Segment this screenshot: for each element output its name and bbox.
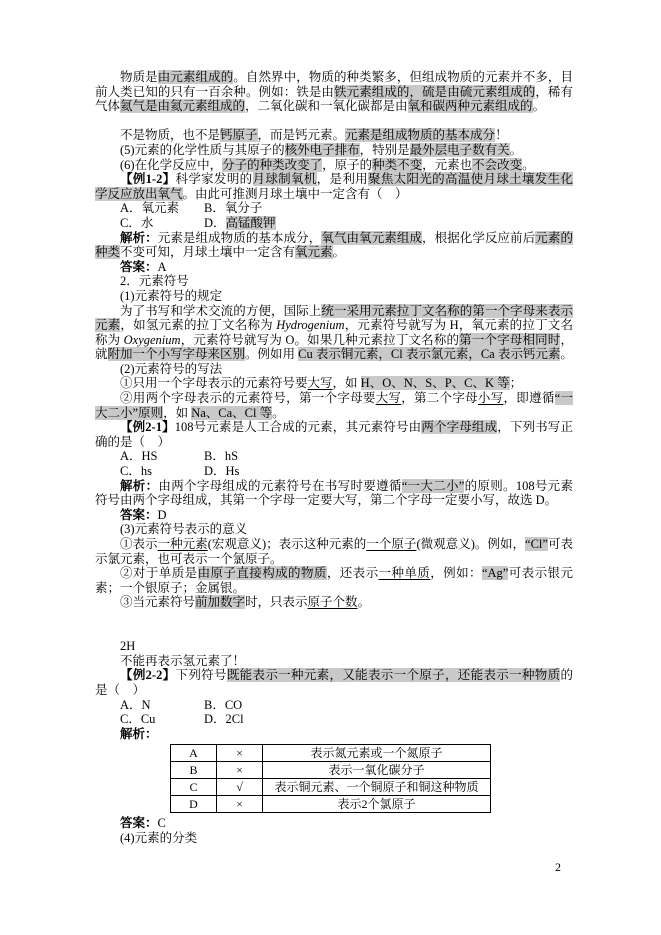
paragraph xyxy=(95,816,573,831)
text-run: 大写 xyxy=(375,391,402,406)
text-run: 解析： xyxy=(120,478,159,493)
paragraph xyxy=(95,143,573,158)
text-run: 原子个数 xyxy=(307,595,358,610)
text-run: 为了书写和学术交流的方便，国际上 xyxy=(120,303,322,318)
text-run: 科学家发明的 xyxy=(175,172,253,187)
text-run: 的原则。108号元素符号由两个字母组成，其第一个字母一定要大写，第二个字母一定要小写，故选 D。 xyxy=(95,478,573,508)
text-run: C．hs xyxy=(120,464,152,479)
text-run: 高锰酸钾 xyxy=(225,215,276,230)
option-item xyxy=(120,449,204,464)
judgement-cell: × xyxy=(217,796,263,813)
text-run: ，如 xyxy=(163,405,192,420)
text-run: 2．元素符号 xyxy=(120,274,189,289)
options-row xyxy=(95,464,573,479)
text-run: 。由此可推测月球土壤中一定含有（ ） xyxy=(182,186,408,201)
text-run: (6)在化学反应中， xyxy=(120,157,223,172)
text-run: 统一采用元素拉丁文名称的第一个字母来表示元素 xyxy=(95,303,573,333)
text-run: 下列符号 xyxy=(175,668,227,683)
text-run: 的是（ ） xyxy=(95,668,573,697)
text-run: 氧元素 xyxy=(295,245,333,260)
text-run: ，根据化学反应前后 xyxy=(422,230,536,245)
text-run: 。 xyxy=(509,142,523,157)
text-run: ，二氧化碳和一氧化碳都是由 xyxy=(245,99,408,114)
text-run: Cu 表示铜元素，Cl 表示氯元素，Ca 表示钙元素 xyxy=(298,347,561,362)
text-run: D．2Cl xyxy=(204,712,244,727)
text-run: D． xyxy=(204,215,226,230)
text-run: B．CO xyxy=(204,697,243,712)
text-run: 前加数字 xyxy=(195,595,246,610)
text-run: 不是物质，也不是 xyxy=(120,128,221,143)
paragraph xyxy=(95,639,573,654)
paragraph xyxy=(95,625,573,640)
option-cell: B xyxy=(171,762,217,779)
table-row xyxy=(171,796,491,813)
meaning-cell: 表示氮元素或一个氮原子 xyxy=(263,745,491,762)
text-run: ②用两个字母表示的元素符号，第一个字母要 xyxy=(120,391,376,406)
text-run: ，如 xyxy=(332,376,361,391)
text-run: 时，只表示 xyxy=(245,595,308,610)
table-row xyxy=(171,745,491,762)
text-run: A．氧元素 xyxy=(120,201,180,216)
text-run: 附加一个小写字母来区别 xyxy=(107,347,246,362)
text-run: 。例如用 xyxy=(245,347,299,362)
text-run: ③当元素符号 xyxy=(120,595,196,610)
paragraph xyxy=(95,231,573,260)
text-run: 解析： xyxy=(120,726,158,741)
text-run: Na、Ca、Cl 等 xyxy=(191,405,273,420)
table-row xyxy=(171,762,491,779)
options-row xyxy=(95,201,573,216)
text-run: ； xyxy=(509,376,523,391)
text-run: B．hS xyxy=(204,449,239,464)
text-run: ，元素符号就写为 H，氧元素的拉丁文名称为 xyxy=(95,318,573,347)
text-run: 108号元素是人工合成的元素，其元素符号由 xyxy=(174,420,422,435)
text-run: 。 xyxy=(522,157,535,172)
paragraph xyxy=(95,114,573,129)
text-run: 物质是 xyxy=(120,70,158,84)
option-item xyxy=(204,201,262,216)
option-item xyxy=(204,216,276,231)
paragraph xyxy=(95,172,573,201)
text-run: 可表示银元素；一个银原子；金属银。 xyxy=(95,566,573,595)
option-item xyxy=(120,698,204,713)
option-cell: C xyxy=(171,779,217,796)
text-run: ，元素符号就写为 O。如果几种元素拉丁文名称的 xyxy=(180,332,460,347)
paragraph xyxy=(95,831,573,846)
paragraph xyxy=(95,128,573,143)
text-run: 。自然界中，物质的种类繁多，但组成物质的元素并不多，目前人类已知的只有一百余种。例如：铁是由 xyxy=(95,70,573,99)
text-run: 氧气由氧元素组成 xyxy=(321,230,423,245)
paragraph xyxy=(95,274,573,289)
options-row xyxy=(95,712,573,727)
text-run: 铁元素组成的，硫是由硫元素组成的 xyxy=(334,84,536,99)
text-run: 小写 xyxy=(477,391,504,406)
text-run: 氦气是由氦元素组成的 xyxy=(120,99,246,114)
text-run: ，即遵循 xyxy=(503,391,555,406)
paragraph xyxy=(95,479,573,508)
text-run: ，原子的 xyxy=(322,157,373,172)
paragraph xyxy=(95,668,573,697)
option-cell: A xyxy=(171,745,217,762)
text-run: 【例2-2】 xyxy=(120,668,176,683)
text-run: 不能再表示氢元素了！ xyxy=(120,653,246,668)
judgement-cell: √ xyxy=(217,779,263,796)
paragraph xyxy=(95,654,573,669)
option-item xyxy=(120,464,204,479)
text-run: 不会改变 xyxy=(472,157,523,172)
text-run: D．Hs xyxy=(204,464,240,479)
text-run: ，稀有气体 xyxy=(95,84,573,114)
text-run: (5)元素的化学性质与其原子的 xyxy=(120,142,285,157)
option-item xyxy=(204,712,244,727)
text-run: 最外层电子数有关 xyxy=(409,142,510,157)
text-run: ，如氢元素的拉丁文名称为 xyxy=(120,318,277,333)
text-run: 核外电子排布 xyxy=(284,142,360,157)
text-run: 解析： xyxy=(120,230,158,245)
paragraph xyxy=(95,566,573,595)
text-run: 分子的种类改变了 xyxy=(222,157,323,172)
text-run: ①表示 xyxy=(120,537,158,551)
paragraph xyxy=(95,595,573,610)
text-run: 由两个字母组成的元素符号在书写时要遵循 xyxy=(158,478,402,493)
text-run: 既能表示一种元素，又能表示一个原子，还能表示一种物质 xyxy=(226,668,561,683)
options-row xyxy=(95,698,573,713)
text-run: (1)元素符号的规定 xyxy=(120,288,223,303)
text-run: “Ag” xyxy=(481,566,509,581)
text-run: 月球制氧机 xyxy=(252,172,317,187)
text-run: 种类不变 xyxy=(372,157,423,172)
text-run: C xyxy=(157,816,166,831)
paragraph xyxy=(95,289,573,304)
option-item xyxy=(204,449,238,464)
text-run: 大写 xyxy=(307,376,333,391)
option-item xyxy=(120,712,204,727)
text-run: A．N xyxy=(120,697,151,712)
text-run: ，下列书写正确的是（ ） xyxy=(95,420,573,449)
text-run: (3)元素符号表示的意义 xyxy=(120,522,248,537)
text-run: D xyxy=(157,507,167,522)
text-run: 。 xyxy=(560,347,573,362)
text-run: 【例1-2】 xyxy=(120,172,176,187)
paragraph xyxy=(95,508,573,523)
text-run: 。 xyxy=(532,99,546,114)
option-item xyxy=(120,216,204,231)
text-run: 。 xyxy=(357,595,371,610)
text-run: A xyxy=(157,259,167,274)
table-row xyxy=(171,779,491,796)
text-run: “一大二小” xyxy=(401,478,465,493)
text-run: 一个原子 xyxy=(366,537,417,551)
options-row xyxy=(95,216,573,231)
option-cell: D xyxy=(171,796,217,813)
text-run: ，还表示 xyxy=(326,566,379,581)
paragraph xyxy=(95,522,573,537)
text-run: (4)元素的分类 xyxy=(120,830,198,845)
options-row xyxy=(95,449,573,464)
text-run: ！ xyxy=(495,128,508,143)
document-content xyxy=(95,70,573,846)
text-run: “一大二小”原则 xyxy=(95,391,573,420)
meaning-cell: 表示一氧化碳分子 xyxy=(263,762,491,779)
answer-table xyxy=(170,744,491,813)
text-run: (2)元素符号的写法 xyxy=(120,361,223,376)
text-run: (微观意义)。例如， xyxy=(416,537,526,551)
text-run: 可表示氯元素，也可表示一个氯原子。 xyxy=(95,537,573,566)
paragraph xyxy=(95,158,573,173)
paragraph xyxy=(95,376,573,391)
option-item xyxy=(120,201,204,216)
text-run: ，元素也 xyxy=(422,157,473,172)
text-run: 【例2-1】 xyxy=(120,420,175,435)
text-run: 由原子直接构成的物质 xyxy=(197,566,327,581)
meaning-cell: 表示2个氯原子 xyxy=(263,796,491,813)
meaning-cell: 表示铜元素、一个铜原子和铜这种物质 xyxy=(263,779,491,796)
page-number: 2 xyxy=(555,860,561,874)
text-run: ，是利用 xyxy=(316,172,368,187)
text-run: 两个字母组成 xyxy=(421,420,498,435)
text-run: Hydrogenium xyxy=(276,318,345,333)
option-item xyxy=(204,698,242,713)
paragraph xyxy=(95,70,573,114)
paragraph xyxy=(95,304,573,362)
judgement-cell: × xyxy=(217,762,263,779)
text-run: ，就 xyxy=(95,332,573,362)
paragraph xyxy=(95,362,573,377)
text-run: 元素的种类 xyxy=(95,230,573,260)
paragraph xyxy=(95,610,573,625)
text-run: (宏观意义)；表示这种元素的 xyxy=(207,537,367,551)
text-run: 答案： xyxy=(120,507,158,522)
text-run: 不变可知，月球土壤中一定含有 xyxy=(120,245,296,260)
text-run: H、O、N、S、P、C、K 等 xyxy=(360,376,510,391)
text-run: 答案： xyxy=(120,816,158,831)
text-run: 元素是组成物质的基本成分 xyxy=(345,128,496,143)
text-run: ，例如： xyxy=(430,566,482,581)
text-run: B．氧分子 xyxy=(204,201,263,216)
text-run: ②对于单质是 xyxy=(120,566,198,581)
paragraph xyxy=(95,727,573,742)
text-run: ，而是钙元素。 xyxy=(257,128,346,143)
text-run: 第一个字母相同时 xyxy=(459,332,561,347)
text-run: 元素是组成物质的基本成分， xyxy=(157,230,322,245)
text-run: 一种单质 xyxy=(378,566,431,581)
text-run: 。 xyxy=(272,405,285,420)
option-item xyxy=(204,464,239,479)
text-run: 2H xyxy=(120,639,136,654)
text-run: 由元素组成的 xyxy=(157,70,234,84)
text-run: ，特别是 xyxy=(359,142,410,157)
text-run: 钙原子 xyxy=(220,128,258,143)
text-run: C．Cu xyxy=(120,712,156,727)
text-run: 氧和碳两种元素组成的 xyxy=(407,99,533,114)
text-run: C．水 xyxy=(120,215,154,230)
text-run: 聚焦太阳光的高温使月球土壤发生化学反应放出氧气 xyxy=(95,172,573,201)
paragraph xyxy=(95,420,573,449)
paragraph xyxy=(95,260,573,275)
text-run: Oxygenium xyxy=(123,332,181,347)
text-run: ，第二个字母 xyxy=(401,391,478,406)
text-run: 答案： xyxy=(120,259,158,274)
text-run: ①只用一个字母表示的元素符号要 xyxy=(120,376,308,391)
text-run: “Cl” xyxy=(525,537,548,551)
paragraph xyxy=(95,391,573,420)
paragraph xyxy=(95,537,573,566)
text-run: A．HS xyxy=(120,449,158,464)
judgement-cell: × xyxy=(217,745,263,762)
text-run: 。 xyxy=(332,245,346,260)
text-run: 一种元素 xyxy=(157,537,208,551)
